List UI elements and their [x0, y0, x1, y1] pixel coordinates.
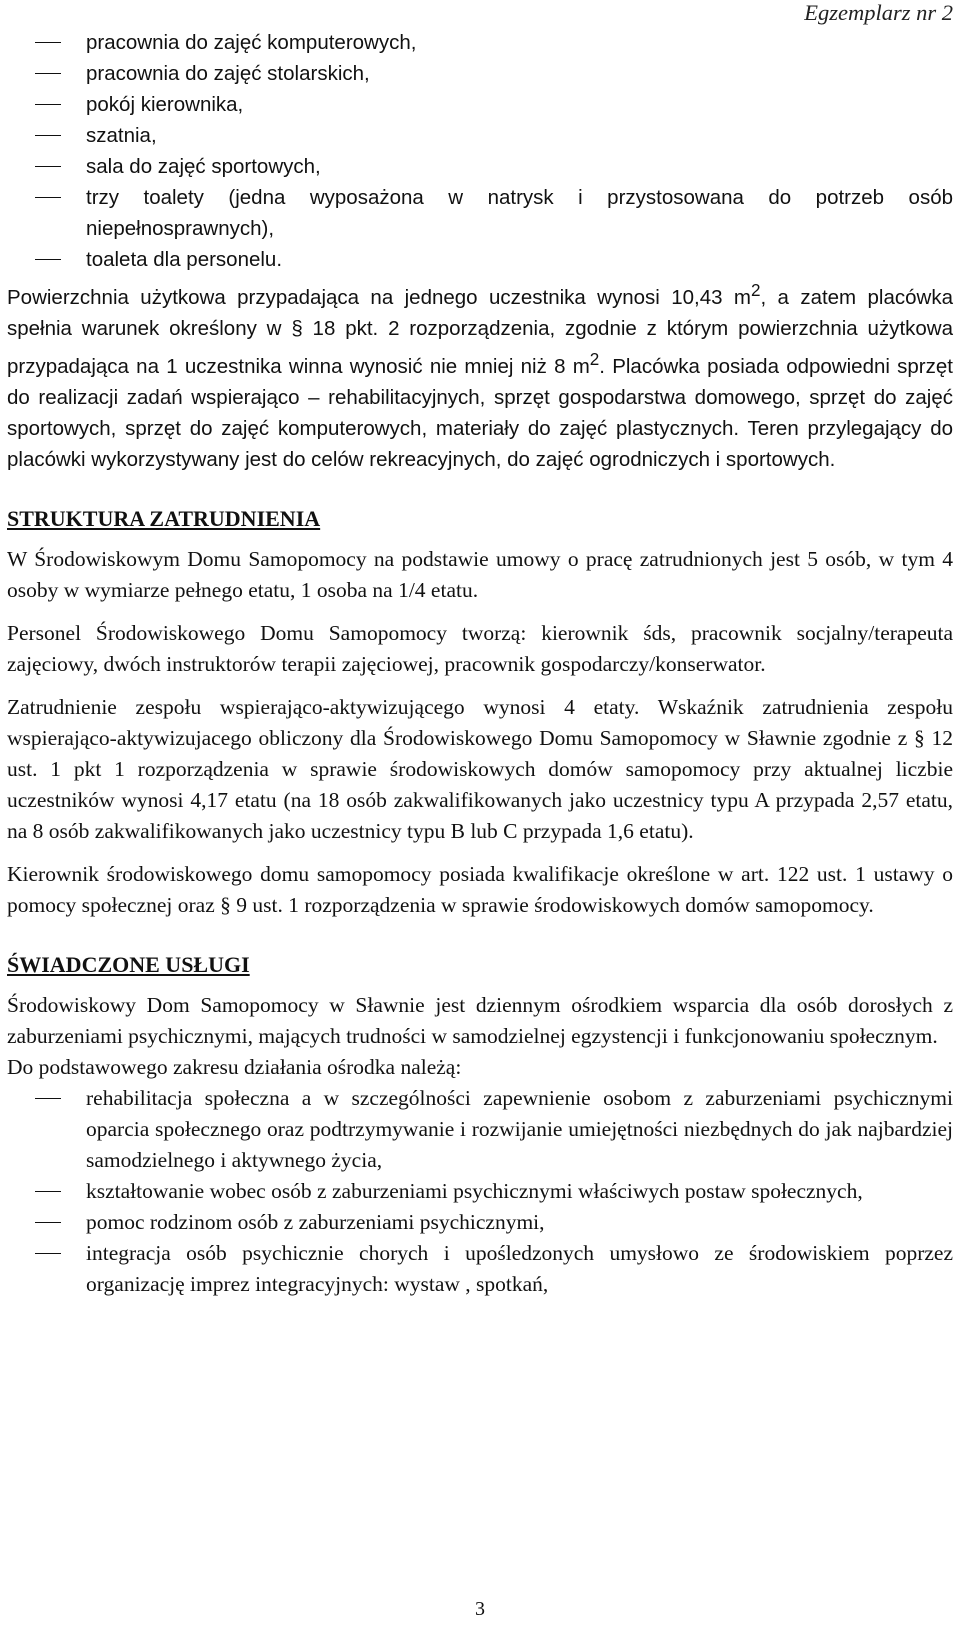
- rooms-list-item: pracownia do zajęć komputerowych,: [7, 27, 953, 58]
- dash-bullet-icon: [35, 104, 61, 105]
- rooms-list-item: pokój kierownika,: [7, 89, 953, 120]
- section-heading-employment: STRUKTURA ZATRUDNIENIA: [7, 505, 321, 531]
- dash-bullet-icon: [35, 73, 61, 74]
- page-number: 3: [475, 1598, 485, 1620]
- employment-paragraph: W Środowiskowym Domu Samopomocy na podstawie umowy o pracę zatrudnionych jest 5 osób, w tym 4 osoby w wymiarze pełnego etatu, 1 osoba na 1/4 etatu.: [7, 546, 953, 602]
- services-list-item: integracja osób psychicznie chorych i upośledzonych umysłowo ze środowiskiem poprzez organizację imprez integracyjnych: wystaw , spotkań,: [7, 1238, 953, 1300]
- dash-bullet-icon: [35, 42, 61, 43]
- rooms-list-item: toaleta dla personelu.: [7, 244, 953, 275]
- page-content: [7, 27, 953, 1300]
- dash-bullet-icon: [35, 1253, 61, 1254]
- services-intro: Do podstawowego zakresu działania ośrodka należą:: [7, 1054, 462, 1079]
- section-heading-services: ŚWIADCZONE USŁUGI: [7, 951, 250, 977]
- team-ratio-paragraph: Zatrudnienie zespołu wspierająco-aktywizującego wynosi 4 etaty. Wskaźnik zatrudnienia zespołu wspierająco-aktywizujacego obliczony dla Środowiskowego Domu Samopomocy w Sławnie zgodnie z § 12 ust. 1 pkt 1 rozporządzenia w sprawie środowiskowych domów samopomocy przy aktualnej liczbie uczestników wynosi 4,17 etatu (na 18 osób zakwalifikowanych jako uczestnicy typu A przypada 2,57 etatu, na 8 osób zakwalifikowanych jako uczestnicy typu B lub C przypada 1,6 etatu).: [7, 694, 953, 843]
- rooms-list: [7, 27, 953, 275]
- rooms-list-item: pracownia do zajęć stolarskich,: [7, 58, 953, 89]
- area-paragraph: Powierzchnia użytkowa przypadająca na jednego uczestnika wynosi 10,43 $m^2$, a zatem placówka spełnia warunek określony w § 18 pkt. 2 rozporządzenia, zgodnie z którym powierzchnia użytkowa przypadająca na 1 uczestnika winna wynosić nie mniej niż 8 $m^2$. Placówka posiada odpowiedni sprzęt do realizacji zadań wspierająco – rehabilitacyjnych, sprzęt gospodarstwa domowego, sprzęt do zajęć sportowych, sprzęt do zajęć komputerowych, materiały do zajęć plastycznych. Teren przylegający do placówki wykorzystywany jest do celów rekreacyjnych, do zajęć ogrodniczych i sportowych.: [7, 281, 953, 471]
- services-list-item: rehabilitacja społeczna a w szczególności zapewnienie osobom z zaburzeniami psychicznymi oparcia społecznego oraz podtrzymywanie i rozwijanie umiejętności niezbędnych do jak najbardziej samodzielnego i aktywnego życia,: [7, 1083, 953, 1176]
- rooms-list-item: szatnia,: [7, 120, 953, 151]
- rooms-list-item: sala do zajęć sportowych,: [7, 151, 953, 182]
- rooms-list-item: trzy toalety (jedna wyposażona w natrysk i przystosowana do potrzeb osób niepełnosprawnych),: [7, 182, 953, 244]
- services-paragraph: Środowiskowy Dom Samopomocy w Sławnie jest dziennym ośrodkiem wsparcia dla osób dorosłych z zaburzeniami psychicznymi, mających trudności w samodzielnej egzystencji i funkcjonowaniu społecznym.: [7, 992, 953, 1048]
- dash-bullet-icon: [35, 1098, 61, 1099]
- dash-bullet-icon: [35, 166, 61, 167]
- services-list-item: kształtowanie wobec osób z zaburzeniami psychicznymi właściwych postaw społecznych,: [7, 1176, 953, 1207]
- dash-bullet-icon: [35, 1191, 61, 1192]
- dash-bullet-icon: [35, 1222, 61, 1223]
- staff-paragraph: Personel Środowiskowego Domu Samopomocy tworzą: kierownik śds, pracownik socjalny/terapeuta zajęciowy, dwóch instruktorów terapii zajęciowej, pracownik gospodarczy/konserwator.: [7, 620, 953, 676]
- manager-qualifications-paragraph: Kierownik środowiskowego domu samopomocy posiada kwalifikacje określone w art. 122 ust. 1 ustawy o pomocy społecznej oraz § 9 ust. 1 rozporządzenia w sprawie środowiskowych domów samopomocy.: [7, 861, 953, 917]
- dash-bullet-icon: [35, 259, 61, 260]
- copy-label: Egzemplarz nr 2: [804, 0, 953, 25]
- services-list: [7, 1083, 953, 1300]
- dash-bullet-icon: [35, 135, 61, 136]
- dash-bullet-icon: [35, 197, 61, 198]
- services-list-item: pomoc rodzinom osób z zaburzeniami psychicznymi,: [7, 1207, 953, 1238]
